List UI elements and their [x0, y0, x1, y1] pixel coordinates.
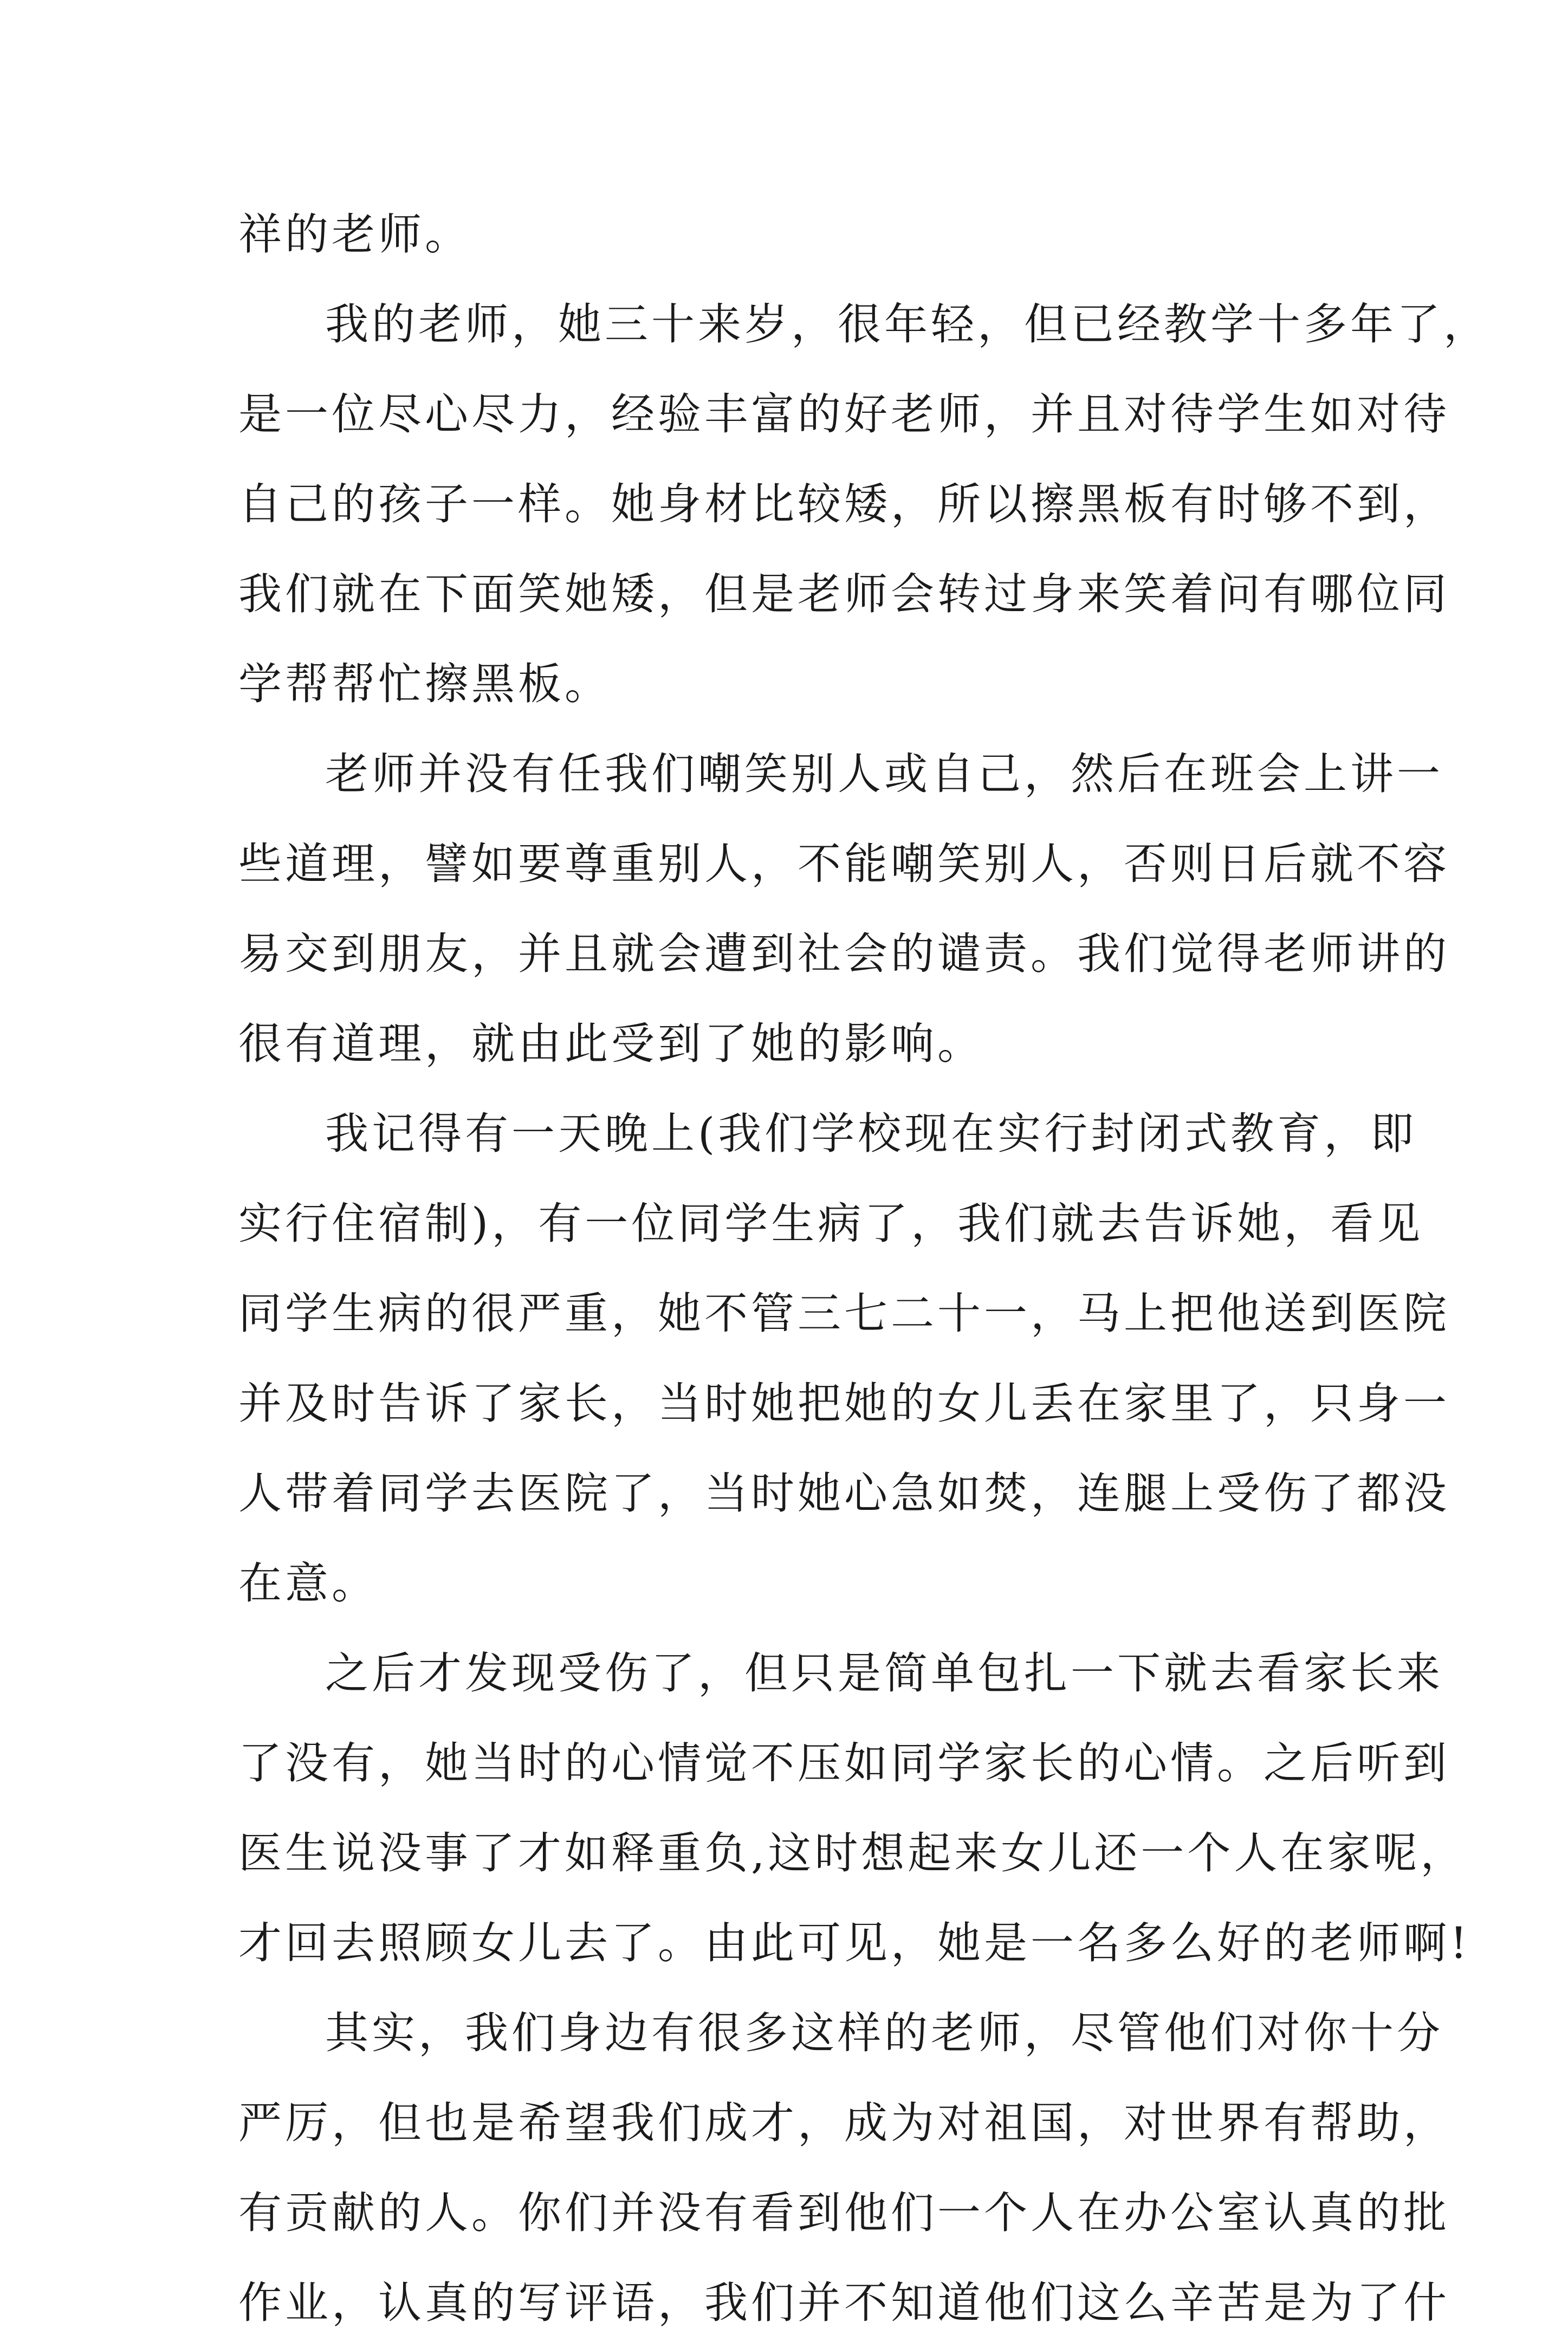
text-line: 严厉，但也是希望我们成才，成为对祖国，对世界有帮助，	[238, 2098, 1450, 2148]
text-body	[238, 190, 1490, 2348]
text-line: 在意。	[238, 1558, 378, 1608]
text-line: 些道理，譬如要尊重别人，不能嘲笑别人，否则日后就不容	[238, 839, 1450, 889]
text-line: 并及时告诉了家长，当时她把她的女儿丢在家里了，只身一	[238, 1378, 1450, 1429]
text-line: 之后才发现受伤了，但只是简单包扎一下就去看家长来	[325, 1648, 1443, 1698]
text-line: 才回去照顾女儿去了。由此可见，她是一名多么好的老师啊!	[238, 1918, 1471, 1968]
text-line: 其实，我们身边有很多这样的老师，尽管他们对你十分	[325, 2008, 1443, 2058]
text-line: 自己的孩子一样。她身材比较矮，所以擦黑板有时够不到，	[238, 479, 1450, 529]
text-line: 同学生病的很严重，她不管三七二十一，马上把他送到医院	[238, 1288, 1450, 1339]
text-line: 学帮帮忙擦黑板。	[238, 659, 611, 709]
text-line: 医生说没事了才如释重负,这时想起来女儿还一个人在家呢，	[238, 1828, 1467, 1878]
text-line: 易交到朋友，并且就会遭到社会的谴责。我们觉得老师讲的	[238, 929, 1450, 979]
text-line: 我们就在下面笑她矮，但是老师会转过身来笑着问有哪位同	[238, 569, 1450, 619]
text-line: 了没有，她当时的心情觉不压如同学家长的心情。之后听到	[238, 1738, 1450, 1788]
text-line: 人带着同学去医院了，当时她心急如焚，连腿上受伤了都没	[238, 1468, 1450, 1519]
text-line: 实行住宿制)，有一位同学生病了，我们就去告诉她，看见	[238, 1198, 1424, 1249]
text-line: 是一位尽心尽力，经验丰富的好老师，并且对待学生如对待	[238, 389, 1450, 439]
text-line: 我记得有一天晚上(我们学校现在实行封闭式教育，即	[325, 1108, 1417, 1159]
text-line: 作业，认真的写评语，我们并不知道他们这么辛苦是为了什	[238, 2278, 1450, 2328]
text-line: 我的老师，她三十来岁，很年轻，但已经教学十多年了，	[325, 299, 1490, 349]
text-line: 祥的老师。	[238, 209, 471, 260]
text-line: 有贡献的人。你们并没有看到他们一个人在办公室认真的批	[238, 2188, 1450, 2238]
text-line: 老师并没有任我们嘲笑别人或自己，然后在班会上讲一	[325, 749, 1443, 799]
text-line: 很有道理，就由此受到了她的影响。	[238, 1019, 984, 1069]
